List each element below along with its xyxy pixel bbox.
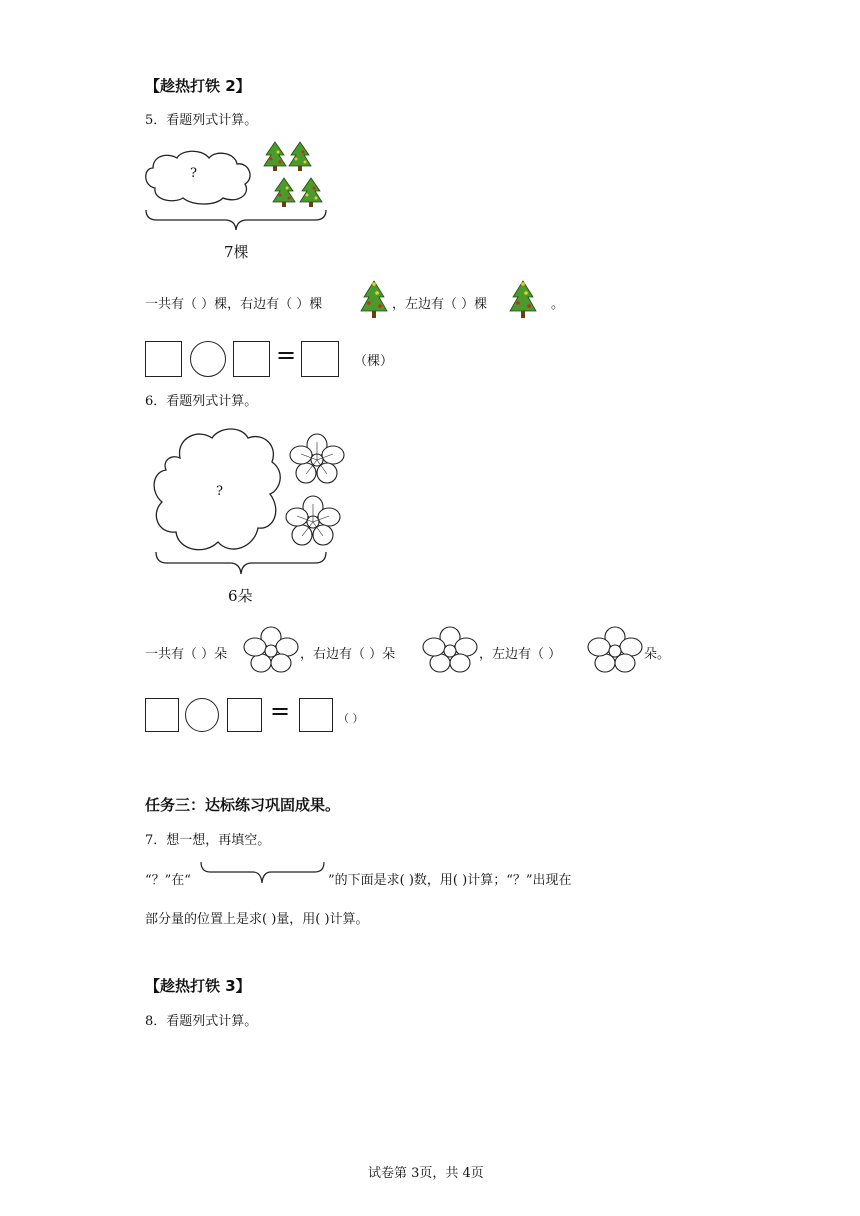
question-5-sentence-part3: 。 [551, 297, 565, 312]
tree-icon [264, 142, 286, 172]
unit-label: （棵） [354, 354, 394, 369]
tree-icon [273, 178, 295, 208]
page-footer: 试卷第 3页，共 4页 [368, 1166, 484, 1181]
flower-icon [423, 627, 477, 673]
section-title-2: 任务三：达标练习巩固成果。 [145, 796, 341, 814]
flower-icon [289, 434, 345, 484]
question-6-sentence-part2: ，右边有（ ）朵 [300, 647, 396, 662]
tree-icon [510, 281, 536, 319]
question-7-prompt: 7．想一想，再填空。 [145, 833, 271, 848]
brace [145, 210, 327, 232]
tree-icon [361, 281, 387, 319]
question-6-sentence-part3: ，左边有（ ） [479, 647, 562, 662]
question-8-prompt: 8．看题列式计算。 [145, 1014, 258, 1029]
question-7-line2: 部分量的位置上是求( )量，用( )计算。 [145, 912, 369, 927]
answer-box[interactable] [145, 341, 182, 377]
tree-icon [300, 178, 322, 208]
cloud-icon [143, 148, 253, 208]
result-box[interactable] [299, 698, 333, 732]
section-title-3: 【趁热打铁 3】 [145, 977, 251, 995]
equals-sign: = [276, 341, 297, 369]
unit-label: （ ） [338, 712, 364, 725]
question-5-prompt: 5．看题列式计算。 [145, 113, 258, 128]
answer-box[interactable] [233, 341, 270, 377]
question-6-prompt: 6．看题列式计算。 [145, 394, 258, 409]
question-mark: ? [190, 166, 197, 181]
answer-box[interactable] [227, 698, 262, 732]
operator-circle[interactable] [190, 341, 226, 377]
question-7-line1-start: “？”在“ [145, 873, 191, 888]
equals-sign: = [270, 697, 291, 725]
operator-circle[interactable] [185, 698, 219, 732]
brace-icon [200, 862, 326, 886]
question-6-sentence-part4: 朵。 [644, 647, 671, 662]
flower-icon [588, 627, 642, 673]
brace [155, 552, 327, 576]
question-mark: ? [216, 484, 223, 499]
question-7-line1-end: ”的下面是求( )数，用( )计算；“？”出现在 [328, 873, 572, 888]
question-6-sentence-part1: 一共有（ ）朵 [145, 647, 228, 662]
answer-box[interactable] [145, 698, 179, 732]
brace-label: 7棵 [224, 243, 249, 261]
brace-label: 6朵 [228, 587, 253, 605]
tree-icon [289, 142, 311, 172]
result-box[interactable] [301, 341, 339, 377]
section-title-1: 【趁热打铁 2】 [145, 77, 251, 95]
flower-icon [244, 627, 298, 673]
flower-icon [285, 496, 341, 546]
question-5-sentence-part2: ，左边有（ ）棵 [392, 297, 488, 312]
question-5-sentence-part1: 一共有（ ）棵，右边有（ ）棵 [145, 297, 323, 312]
